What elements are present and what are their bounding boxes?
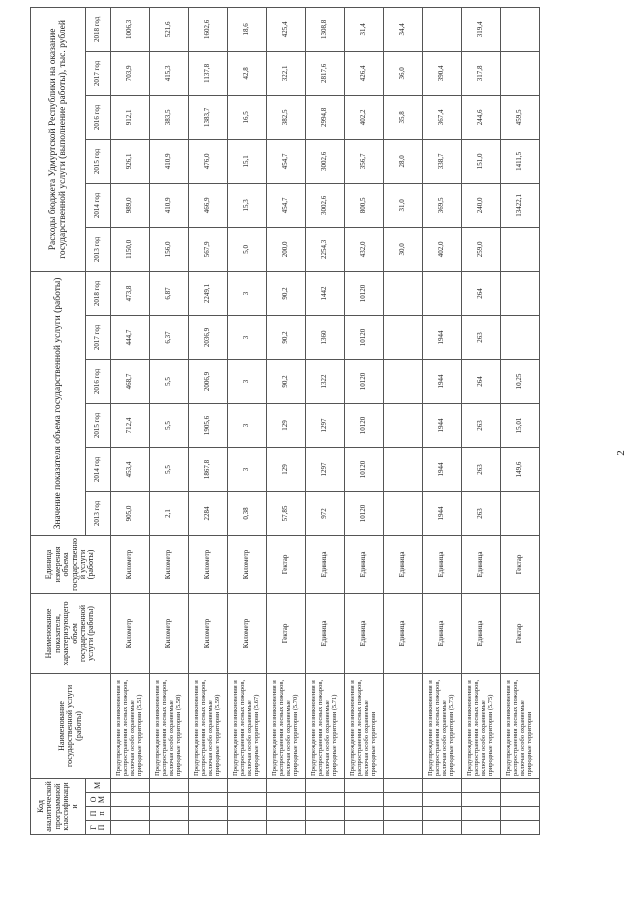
code-cell (501, 778, 540, 792)
volume-cell: 5,5 (150, 403, 189, 447)
code-cell (501, 807, 540, 821)
volume-cell: 10120 (345, 359, 384, 403)
service-name-cell: Предупреждение возникновения и распространения лесных пожаров, включая особо охраняемые природные территории (5.59) (189, 673, 228, 778)
table-row (423, 7, 462, 834)
code-cell (150, 807, 189, 821)
volume-cell: 263 (462, 315, 501, 359)
services-table (30, 7, 540, 835)
volume-cell: 1360 (306, 315, 345, 359)
code-cell (345, 778, 384, 792)
volume-cell: 129 (267, 447, 306, 491)
indicator-cell: Единица (384, 593, 423, 673)
code-cell (267, 821, 306, 835)
expense-cell: 912,1 (111, 95, 150, 139)
service-name-cell (384, 673, 423, 778)
volume-cell: 90,2 (267, 359, 306, 403)
volume-cell: 2284 (189, 491, 228, 535)
expense-cell: 1150,0 (111, 227, 150, 271)
expense-year-2016: 2016 год (86, 95, 111, 139)
expense-cell (501, 7, 540, 51)
expense-cell: 425,4 (267, 7, 306, 51)
code-cell (423, 821, 462, 835)
unit-cell: Гектар (267, 535, 306, 593)
volume-cell: 1944 (423, 359, 462, 403)
code-cell (150, 778, 189, 792)
volume-group-header: Значение показателя объема государственной услуги (работы) (31, 271, 86, 535)
volume-cell: 5,5 (150, 359, 189, 403)
unit-cell: Единица (462, 535, 501, 593)
volume-cell: 0,38 (228, 491, 267, 535)
expense-cell: 1383,7 (189, 95, 228, 139)
volume-cell (384, 315, 423, 359)
volume-cell: 263 (462, 403, 501, 447)
volume-cell: 1442 (306, 271, 345, 315)
unit-cell: Единица (345, 535, 384, 593)
unit-cell: Километр (189, 535, 228, 593)
code-cell (267, 793, 306, 807)
volume-cell: 2,1 (150, 491, 189, 535)
unit-header: Единица измерения объема государственной услуги (работы) (31, 535, 111, 593)
table-row (306, 7, 345, 834)
code-cell (423, 793, 462, 807)
volume-cell: 3 (228, 271, 267, 315)
volume-year-2015: 2015 год (86, 403, 111, 447)
unit-cell: Единица (384, 535, 423, 593)
volume-cell: 972 (306, 491, 345, 535)
expense-cell: 402,0 (423, 227, 462, 271)
unit-cell: Километр (150, 535, 189, 593)
code-cell (423, 807, 462, 821)
expense-cell: 521,6 (150, 7, 189, 51)
indicator-cell: Гектар (501, 593, 540, 673)
code-cell (189, 793, 228, 807)
expense-cell: 259,0 (462, 227, 501, 271)
code-cell (228, 793, 267, 807)
volume-cell: 10120 (345, 271, 384, 315)
table-body (111, 7, 540, 834)
volume-cell: 264 (462, 271, 501, 315)
table-row (462, 7, 501, 834)
expense-cell: 410,9 (150, 139, 189, 183)
indicator-name-header: Наименование показателя, характеризующего объем государственной услуги (работы) (31, 593, 111, 673)
expense-cell: 2994,8 (306, 95, 345, 139)
code-cell (345, 821, 384, 835)
expense-cell (501, 51, 540, 95)
code-cell (189, 807, 228, 821)
service-name-cell: Предупреждение возникновения и распространения лесных пожаров, включая особо охраняемые природные территории (345, 673, 384, 778)
expense-cell: 156,0 (150, 227, 189, 271)
volume-cell: 10120 (345, 403, 384, 447)
service-name-cell: Предупреждение возникновения и распространения лесных пожаров, включая особо охраняемые природные территории (5.51) (111, 673, 150, 778)
volume-cell: 1944 (423, 315, 462, 359)
volume-cell: 1297 (306, 447, 345, 491)
expense-cell: 338,7 (423, 139, 462, 183)
code-cell (462, 807, 501, 821)
volume-cell: 2036,9 (189, 315, 228, 359)
volume-cell: 473,8 (111, 271, 150, 315)
volume-cell: 129 (267, 403, 306, 447)
volume-cell: 15,01 (501, 403, 540, 447)
code-group-header: Код аналитической программной классификации (31, 778, 86, 834)
code-cell (384, 821, 423, 835)
expense-cell: 1006,3 (111, 7, 150, 51)
expense-cell: 34,4 (384, 7, 423, 51)
code-cell (111, 793, 150, 807)
expense-cell: 3002,6 (306, 139, 345, 183)
indicator-cell: Единица (306, 593, 345, 673)
indicator-cell: Гектар (267, 593, 306, 673)
volume-cell: 90,2 (267, 315, 306, 359)
service-name-header: Наименование государственной услуги (работы) (31, 673, 111, 778)
code-cell (150, 793, 189, 807)
code-col-om: ОМ (86, 793, 111, 807)
volume-year-2016: 2016 год (86, 359, 111, 403)
volume-cell: 1944 (423, 491, 462, 535)
code-col-gp: ГП (86, 821, 111, 835)
code-cell (423, 778, 462, 792)
expense-cell: 2254,3 (306, 227, 345, 271)
code-cell (189, 821, 228, 835)
volume-cell: 3 (228, 447, 267, 491)
service-name-cell: Предупреждение возникновения и распространения лесных пожаров, включая особо охраняемые природные территории (5.71) (306, 673, 345, 778)
volume-cell (384, 271, 423, 315)
volume-cell: 453,4 (111, 447, 150, 491)
code-cell (150, 821, 189, 835)
volume-cell (384, 359, 423, 403)
code-cell (267, 778, 306, 792)
expense-cell: 432,0 (345, 227, 384, 271)
expense-cell: 926,1 (111, 139, 150, 183)
service-name-cell: Предупреждение возникновения и распространения лесных пожаров, включая особо охраняемые природные территории (5.67) (228, 673, 267, 778)
unit-cell: Гектар (501, 535, 540, 593)
volume-cell: 3 (228, 315, 267, 359)
indicator-cell: Километр (189, 593, 228, 673)
expense-cell: 13422,1 (501, 183, 540, 227)
volume-cell: 712,4 (111, 403, 150, 447)
expense-cell: 240,0 (462, 183, 501, 227)
volume-cell: 90,2 (267, 271, 306, 315)
volume-cell: 1297 (306, 403, 345, 447)
service-name-cell: Предупреждение возникновения и распространения лесных пожаров, включая особо охраняемые природные территории (5.70) (267, 673, 306, 778)
unit-cell: Километр (111, 535, 150, 593)
volume-cell (501, 491, 540, 535)
expense-cell: 317,8 (462, 51, 501, 95)
volume-cell: 1944 (423, 403, 462, 447)
volume-cell: 264 (462, 359, 501, 403)
code-col-pp: Пп (86, 807, 111, 821)
expense-cell: 426,4 (345, 51, 384, 95)
expense-year-2018: 2018 год (86, 7, 111, 51)
expense-cell: 18,6 (228, 7, 267, 51)
code-cell (306, 821, 345, 835)
expense-cell: 30,0 (384, 227, 423, 271)
expense-cell: 410,9 (150, 183, 189, 227)
code-cell (228, 821, 267, 835)
expense-cell: 15,3 (228, 183, 267, 227)
volume-cell: 10120 (345, 315, 384, 359)
volume-cell (423, 271, 462, 315)
volume-year-2014: 2014 год (86, 447, 111, 491)
expense-year-2013: 2013 год (86, 227, 111, 271)
expense-cell: 36,0 (384, 51, 423, 95)
volume-cell: 6,87 (150, 271, 189, 315)
indicator-cell: Единица (423, 593, 462, 673)
code-cell (306, 778, 345, 792)
expense-cell: 800,5 (345, 183, 384, 227)
service-name-cell: Предупреждение возникновения и распространения лесных пожаров, включая особо охраняемые природные территории (5.58) (150, 673, 189, 778)
volume-cell: 10,25 (501, 359, 540, 403)
unit-cell: Единица (306, 535, 345, 593)
code-cell (462, 778, 501, 792)
unit-cell: Единица (423, 535, 462, 593)
volume-cell: 10120 (345, 447, 384, 491)
volume-cell: 1322 (306, 359, 345, 403)
expense-cell: 1137,8 (189, 51, 228, 95)
code-col-m: М (86, 778, 111, 792)
volume-cell: 263 (462, 447, 501, 491)
table-row (345, 7, 384, 834)
expense-cell: 476,0 (189, 139, 228, 183)
code-cell (345, 793, 384, 807)
table-row (384, 7, 423, 834)
volume-cell (501, 271, 540, 315)
expense-cell: 16,5 (228, 95, 267, 139)
volume-cell: 6,37 (150, 315, 189, 359)
volume-cell: 263 (462, 491, 501, 535)
volume-cell (384, 403, 423, 447)
volume-cell: 10120 (345, 491, 384, 535)
code-cell (345, 807, 384, 821)
volume-cell: 1944 (423, 447, 462, 491)
table-row (267, 7, 306, 834)
indicator-cell: Километр (111, 593, 150, 673)
expense-cell (501, 227, 540, 271)
code-cell (384, 778, 423, 792)
expense-cell: 244,6 (462, 95, 501, 139)
code-cell (462, 821, 501, 835)
volume-year-2017: 2017 год (86, 315, 111, 359)
indicator-cell: Километр (150, 593, 189, 673)
volume-cell: 1867,8 (189, 447, 228, 491)
expense-cell: 459,5 (501, 95, 540, 139)
expense-cell: 703,9 (111, 51, 150, 95)
expense-cell: 369,5 (423, 183, 462, 227)
volume-year-2018: 2018 год (86, 271, 111, 315)
expense-cell: 1411,5 (501, 139, 540, 183)
page-number: 2 (615, 450, 627, 456)
volume-year-2013: 2013 год (86, 491, 111, 535)
service-name-cell: Предупреждение возникновения и распространения лесных пожаров, включая особо охраняемые природные территории (501, 673, 540, 778)
code-cell (111, 821, 150, 835)
code-cell (501, 793, 540, 807)
expense-year-2014: 2014 год (86, 183, 111, 227)
code-cell (189, 778, 228, 792)
service-name-cell: Предупреждение возникновения и распространения лесных пожаров, включая особо охраняемые природные территории (5.73) (423, 673, 462, 778)
expense-cell: 5,0 (228, 227, 267, 271)
expense-cell: 454,7 (267, 183, 306, 227)
indicator-cell: Километр (228, 593, 267, 673)
code-cell (384, 807, 423, 821)
expense-cell: 390,4 (423, 51, 462, 95)
expense-cell: 31,0 (384, 183, 423, 227)
expense-cell: 200,0 (267, 227, 306, 271)
code-cell (462, 793, 501, 807)
volume-cell: 3 (228, 403, 267, 447)
expense-year-2017: 2017 год (86, 51, 111, 95)
expense-cell: 15,1 (228, 139, 267, 183)
service-name-cell: Предупреждение возникновения и распространения лесных пожаров, включая особо охраняемые природные территории (5.75) (462, 673, 501, 778)
expense-cell: 3002,6 (306, 183, 345, 227)
code-cell (267, 807, 306, 821)
expense-cell (423, 7, 462, 51)
volume-cell: 57,85 (267, 491, 306, 535)
expense-cell: 42,8 (228, 51, 267, 95)
volume-cell: 444,7 (111, 315, 150, 359)
expense-cell: 466,9 (189, 183, 228, 227)
expense-cell: 989,0 (111, 183, 150, 227)
expense-cell: 28,0 (384, 139, 423, 183)
indicator-cell: Единица (462, 593, 501, 673)
table-row (189, 7, 228, 834)
expense-cell: 567,9 (189, 227, 228, 271)
volume-cell: 905,0 (111, 491, 150, 535)
expense-cell: 382,5 (267, 95, 306, 139)
volume-cell: 149,6 (501, 447, 540, 491)
code-cell (384, 793, 423, 807)
table-row (150, 7, 189, 834)
expense-cell: 383,5 (150, 95, 189, 139)
expense-cell: 2817,6 (306, 51, 345, 95)
table-row (228, 7, 267, 834)
expense-cell: 322,1 (267, 51, 306, 95)
expense-cell: 151,0 (462, 139, 501, 183)
code-cell (306, 807, 345, 821)
code-cell (111, 778, 150, 792)
code-cell (228, 778, 267, 792)
indicator-cell: Единица (345, 593, 384, 673)
expense-cell: 35,8 (384, 95, 423, 139)
code-cell (306, 793, 345, 807)
volume-cell: 468,7 (111, 359, 150, 403)
expense-group-header: Расходы бюджета Удмуртской Республики на оказание государственной услуги (выполнение работы), тыс. рублей (31, 7, 86, 271)
expense-cell: 1308,8 (306, 7, 345, 51)
code-cell (111, 807, 150, 821)
volume-cell: 5,5 (150, 447, 189, 491)
code-cell (228, 807, 267, 821)
expense-cell: 454,7 (267, 139, 306, 183)
table-row (501, 7, 540, 834)
expense-cell: 367,4 (423, 95, 462, 139)
expense-cell: 415,3 (150, 51, 189, 95)
expense-cell: 31,4 (345, 7, 384, 51)
volume-cell: 2006,9 (189, 359, 228, 403)
code-cell (501, 821, 540, 835)
expense-cell: 319,4 (462, 7, 501, 51)
volume-cell: 3 (228, 359, 267, 403)
expense-cell: 1602,6 (189, 7, 228, 51)
volume-cell: 2249,1 (189, 271, 228, 315)
table-row (111, 7, 150, 834)
expense-cell: 402,2 (345, 95, 384, 139)
volume-cell (384, 447, 423, 491)
expense-cell: 356,7 (345, 139, 384, 183)
expense-year-2015: 2015 год (86, 139, 111, 183)
unit-cell: Километр (228, 535, 267, 593)
volume-cell: 1905,6 (189, 403, 228, 447)
volume-cell (501, 315, 540, 359)
volume-cell (384, 491, 423, 535)
